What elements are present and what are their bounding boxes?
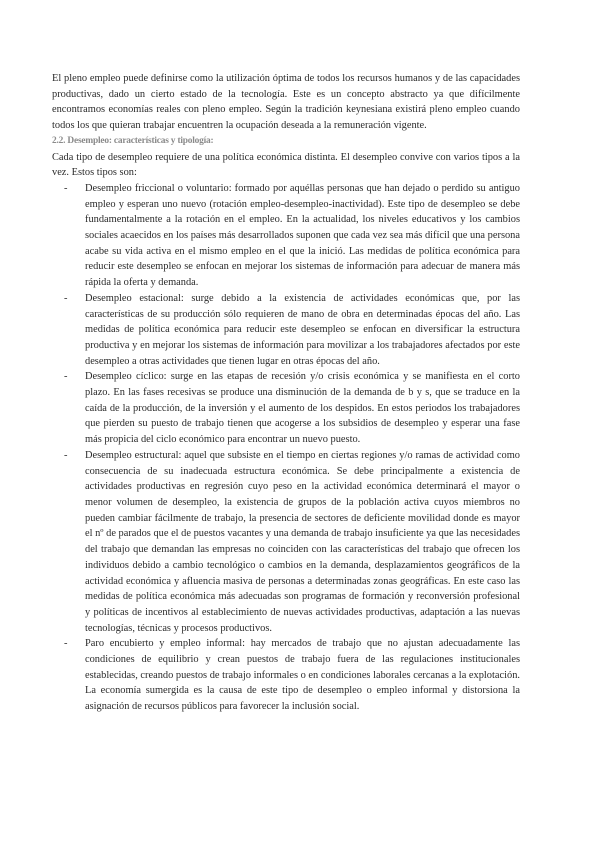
lead-paragraph: Cada tipo de desempleo requiere de una política económica distinta. El desempleo convive con varios tipos a la vez. Estos tipos son: [52,151,520,179]
list-item-text: Paro encubierto y empleo informal: hay mercados de trabajo que no ajustan adecuadamente las condiciones de equilibrio y crean puestos de trabajo fuera de las regulaciones institucionales establecidas, creando puestos de trabajo informales o en condiciones laborales cercanas a la explotación. La economía sumergida es la causa de este tipo de desempleo o empleo informal y distorsiona la asignación de recursos públicos para favorecer la inclusión social. [85,638,520,713]
bullet-dash: - [64,182,68,194]
unemployment-types-list [52,181,520,715]
list-item-ciclico [52,369,520,448]
bullet-dash: - [64,371,68,383]
list-item-estructural [52,448,520,636]
list-item-text: Desempleo friccional o voluntario: formado por aquéllas personas que han dejado o perdido su antiguo empleo y esperan uno nuevo (rotación empleo-desempleo-inactividad). Este tipo de desempleo se debe fundamentalmente a la rotación en el empleo. En la actualidad, los niveles educativos y los cambios sociales acaecidos en los países más desarrollados suponen que cada vez sea más difícil que una persona acabe su vida activa en el mismo empleo en el que la inició. Las medidas de política económica para reducir este desempleo se enfocan en mejorar los sistemas de información para adecuar de manera más rápida la oferta y demanda. [85,182,520,289]
list-item-text: Desempleo estructural: aquel que subsiste en el tiempo en ciertas regiones y/o ramas de actividad como consecuencia de su inadecuada estructura económica. Se debe principalmente a existencia de actividades productivas en regresión cuyo peso en la actividad económica determinará el mayor o menor volumen de desempleo, la existencia de grupos de la población activa cuyos miembros no pueden cambiar fácilmente de trabajo, la presencia de sectores de deficiente movilidad donde es mayor el nº de parados que el de puestos vacantes y una demanda de trabajo insuficiente ya que las necesidades del trabajo que demandan las empresas no coinciden con las características del trabajo que ofrecen los individuos debido a cambio tecnológico o cambios en la demanda, desplazamientos geográficos de la actividad económica y afluencia masiva de personas a determinadas zonas geográficas. En este caso las medidas de política económica más adecuadas son programas de formación y reconversión profesional y políticas de incentivos al establecimiento de nuevas actividades productivas, adaptación a las nuevas tecnologías, técnicas y procesos productivos. [85,449,520,634]
list-item-text: Desempleo estacional: surge debido a la existencia de actividades económicas que, por las características de su producción sólo requieren de mano de obra en determinadas épocas del año. Las medidas de política económica para reducir este desempleo se enfocan en diversificar la estructura productiva y en mejorar los sistemas de información para movilizar a los trabajadores afectados por este desempleo a otras actividades que tienen lugar en otras épocas del año. [85,292,520,367]
list-item-friccional [52,181,520,291]
document-body [52,71,520,715]
list-item-text: Desempleo cíclico: surge en las etapas de recesión y/o crisis económica y se manifiesta en el corto plazo. En las fases recesivas se produce una disminución de la demanda de b y s, que se traduce en la caída de la producción, de la inversión y el aumento de los despidos. En estos periodos los trabajadores que pierden su puesto de trabajo tienen que acogerse a los subsidios de desempleo y esperar una fase más propicia del ciclo económico para encontrar un nuevo puesto. [85,371,520,446]
intro-paragraph: El pleno empleo puede definirse como la utilización óptima de todos los recursos humanos y de las capacidades productivas, dado un cierto estado de la tecnología. Este es un concepto abstracto ya que difícilmente encontramos economías reales con pleno empleo. Según la tradición keynesiana existirá pleno empleo cuando todos los que quieran trabajar encuentren la ocupación deseada a la remuneración vigente. [52,73,520,132]
section-heading: 2.2. Desempleo: características y tipología: [52,135,214,146]
list-item-encubierto [52,636,520,715]
bullet-dash: - [64,638,68,650]
bullet-dash: - [64,449,68,461]
bullet-dash: - [64,292,68,304]
list-item-estacional [52,291,520,370]
